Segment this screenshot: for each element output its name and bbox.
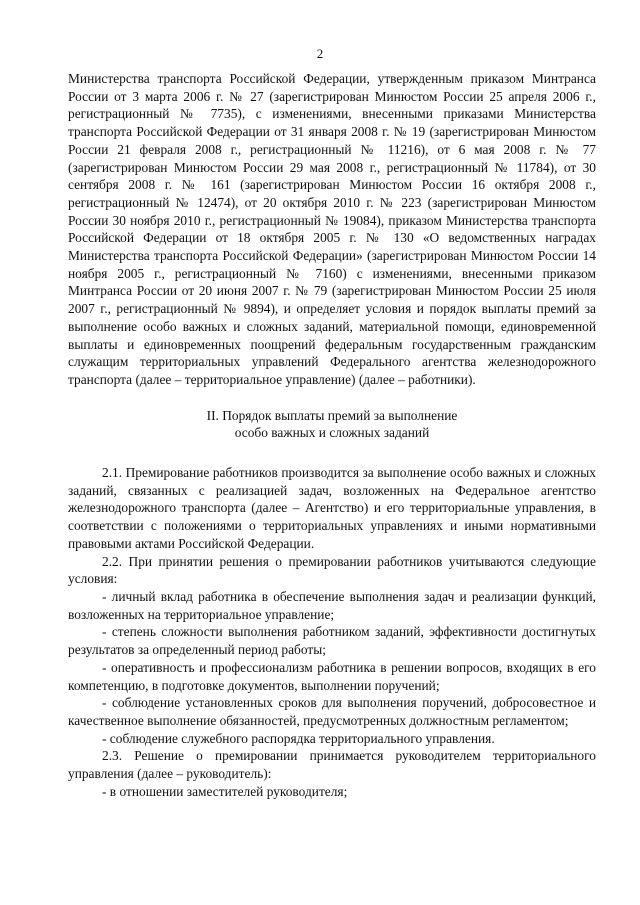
section-heading-line-1: II. Порядок выплаты премий за выполнение (206, 407, 458, 423)
list-item-deadlines: - соблюдение установленных сроков для выполнения поручений, добросовестное и качественное выполнение обязанностей, предусмотренных должностным регламентом; (68, 695, 596, 728)
document-body (68, 70, 596, 800)
paragraph-2-1: 2.1. Премирование работников производится за выполнение особо важных и сложных заданий, связанных с реализацией задач, возложенных на Федеральное агентство железнодорожного транспорта (далее – Агентство) и его территориальные управления, в соответствии с положениями о территориальных управлениях и иными нормативными правовыми актами Российской Федерации. (68, 465, 596, 551)
list-item-deputies: - в отношении заместителей руководителя; (102, 783, 348, 799)
intro-paragraph: Министерства транспорта Российской Федерации, утвержденным приказом Минтранса России от 3 марта 2006 г. № 27 (зарегистрирован Минюстом России 25 апреля 2006 г., регистрационный № 7735), с изменениями, внесенными приказами Министерства транспорта Российской Федерации от 31 января 2008 г. № 19 (зарегистрирован Минюстом России 21 февраля 2008 г., регистрационный № 11216), от 6 мая 2008 г. № 77 (зарегистрирован Минюстом России 29 мая 2008 г., регистрационный № 11784), от 30 сентября 2008 г. № 161 (зарегистрирован Минюстом России 16 октября 2008 г., регистрационный № 12474), от 20 октября 2010 г. № 223 (зарегистрирован Минюстом России 30 ноября 2010 г., регистрационный № 19084), приказом Министерства транспорта Российской Федерации от 18 октября 2005 г. № 130 «О ведомственных наградах Министерства транспорта Российской Федерации» (зарегистрирован Минюстом России 14 ноября 2005 г., регистрационный № 7160) с изменениями, внесенными приказом Минтранса России от 20 июня 2007 г. № 79 (зарегистрирован Минюстом России 25 июля 2007 г., регистрационный № 9894), и определяет условия и порядок выплаты премий за выполнение особо важных и сложных заданий, материальной помощи, единовременной выплаты и единовременных поощрений федеральным государственным гражданским служащим территориальных управлений Федерального агентства железнодорожного транспорта (далее – территориальное управление) (далее – работники). (68, 71, 596, 387)
paragraph-2-2: 2.2. При принятии решения о премировании работников учитываются следующие условия: (68, 553, 596, 587)
page-number: 2 (316, 46, 324, 61)
list-item-efficiency: - оперативность и профессионализм работника в решении вопросов, входящих в его компетенцию, в подготовке документов, выполнении поручений; (68, 659, 596, 693)
list-item-service-schedule: - соблюдение служебного распорядка территориального управления. (102, 730, 495, 746)
section-heading-line-2: особо важных и сложных заданий (234, 425, 430, 441)
paragraph-2-3: 2.3. Решение о премировании принимается руководителем территориального управления (далее – руководитель): (68, 748, 596, 782)
list-item-personal-contribution: - личный вклад работника в обеспечение выполнения задач и реализации функций, возложенных на территориальное управление; (68, 588, 596, 622)
list-item-complexity: - степень сложности выполнения работником заданий, эффективности достигнутых результатов за определенный период работы; (68, 624, 596, 658)
section-heading (68, 407, 596, 442)
